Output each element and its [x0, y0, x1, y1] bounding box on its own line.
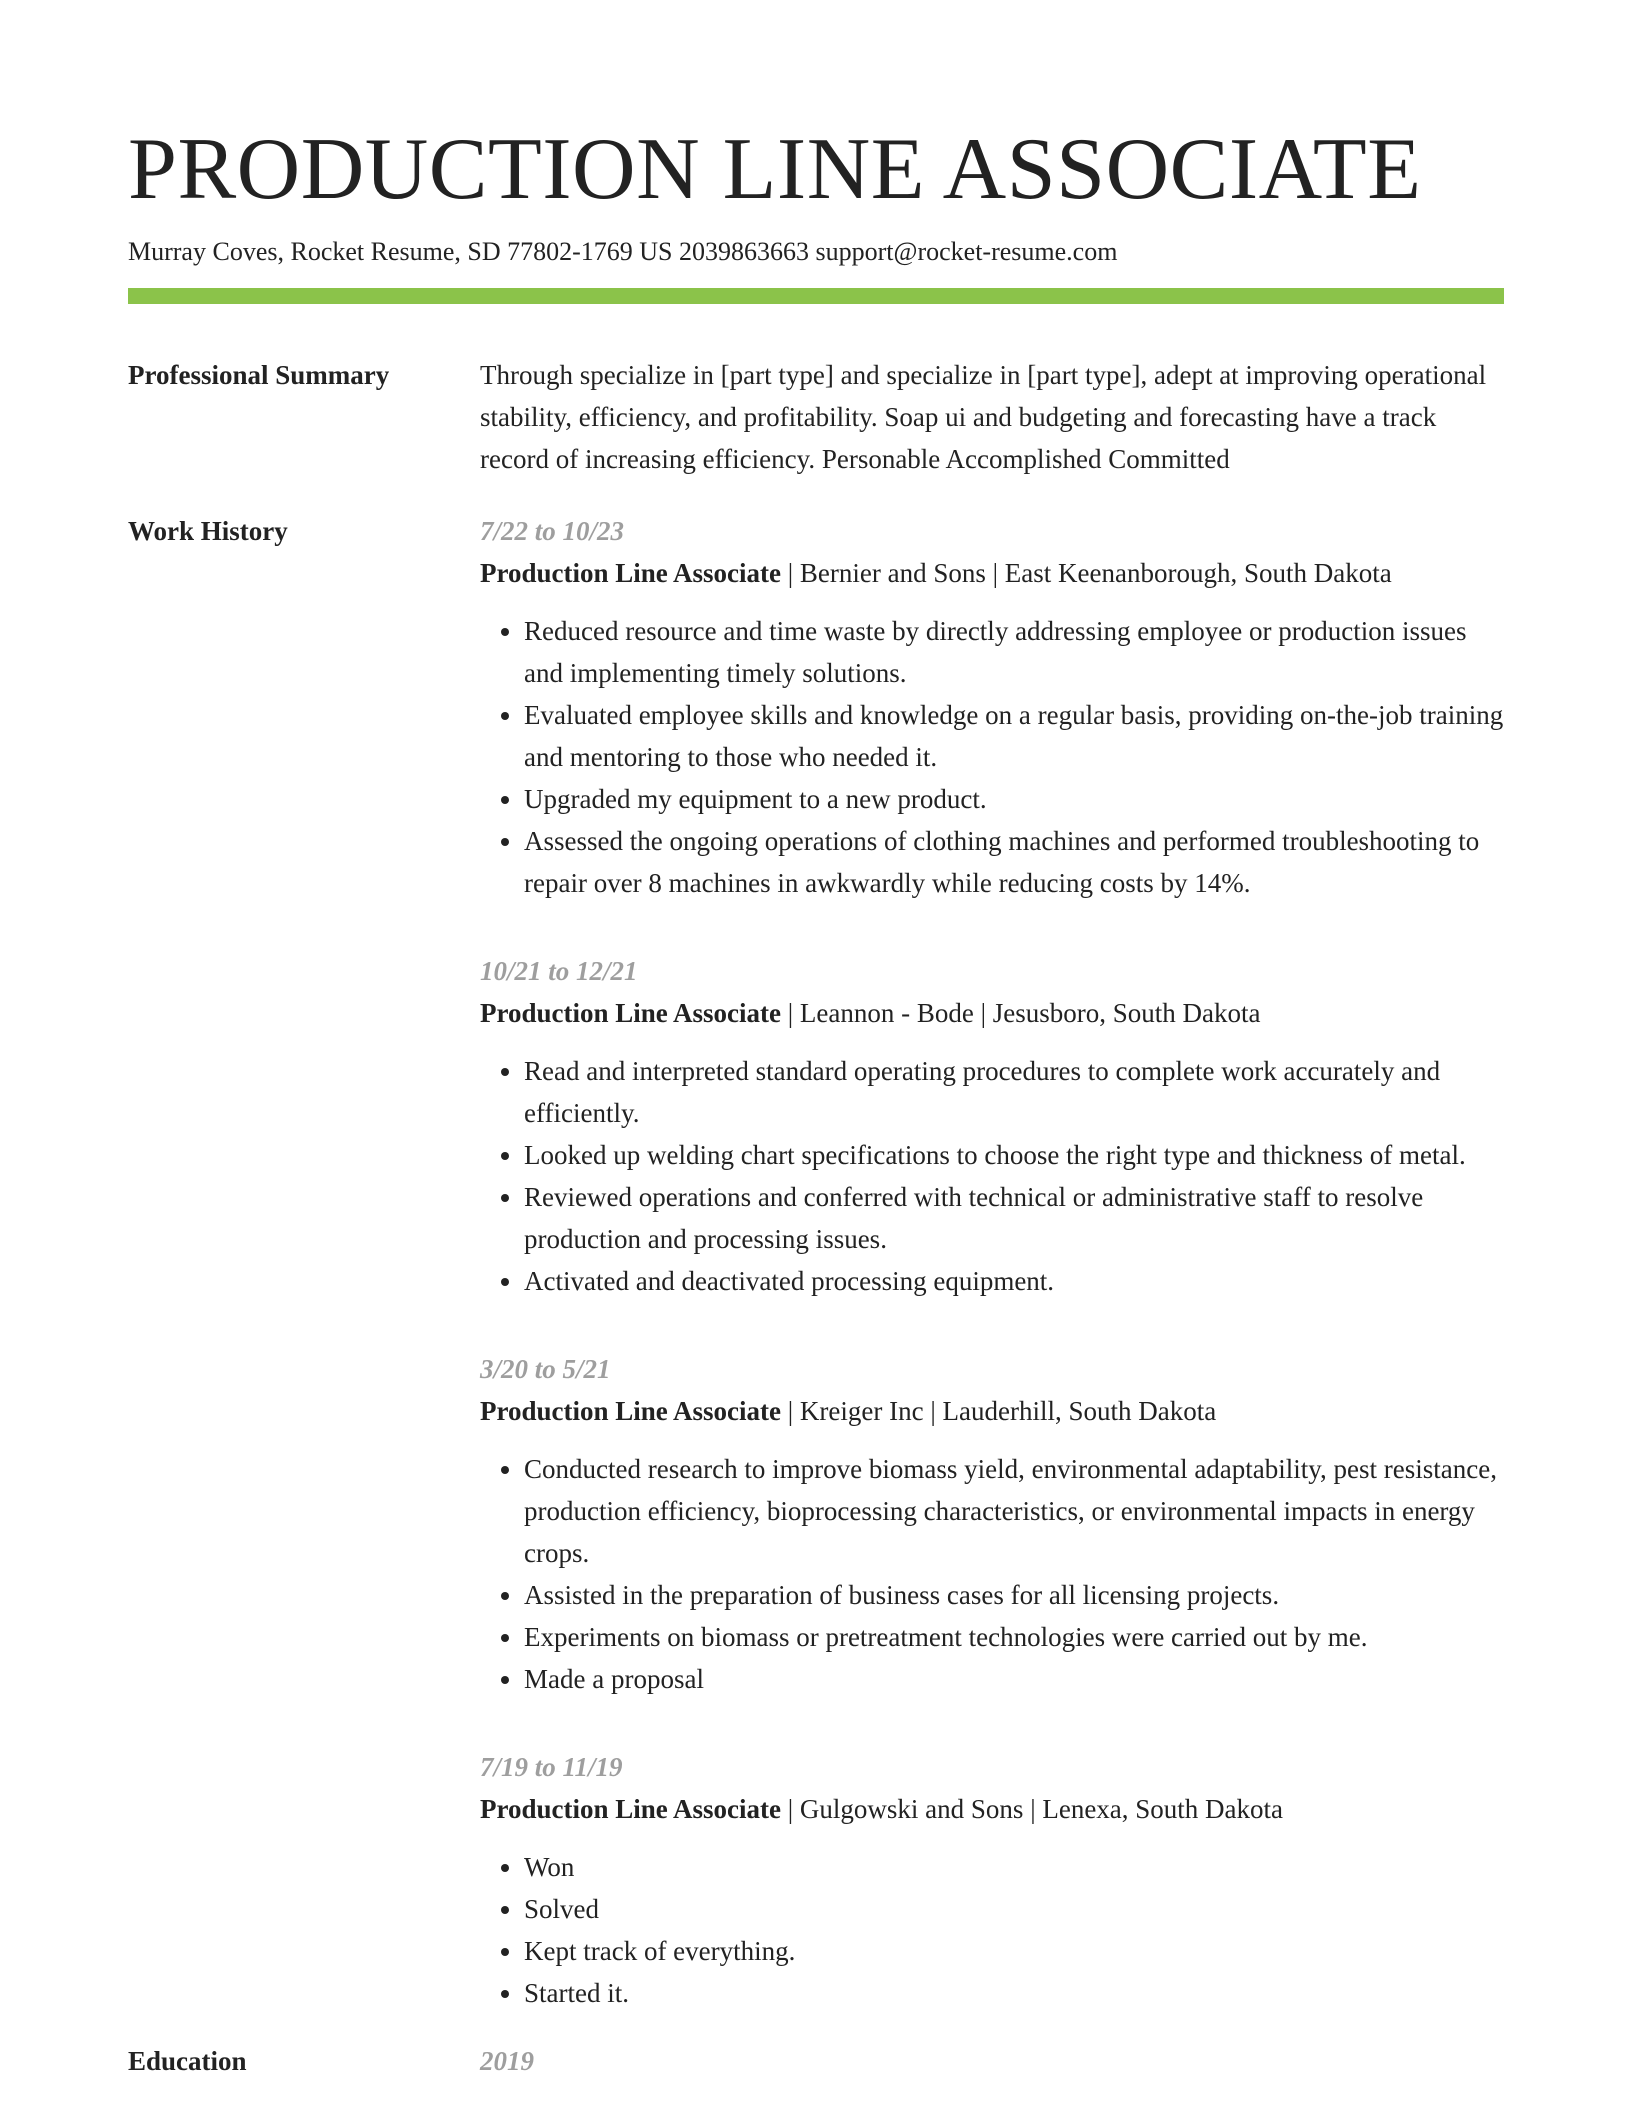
job-title: Production Line Associate: [480, 558, 782, 588]
job-bullet: • Assessed the ongoing operations of clothing machines and performed troubleshooting to repair over 8 machines in awkwardly while reducing costs by 14%.: [524, 820, 1504, 904]
job-location: East Keenanborough, South Dakota: [1004, 558, 1392, 588]
job-title: Production Line Associate: [480, 1396, 782, 1426]
work-history-section: [128, 510, 1504, 2014]
job-separator: |: [985, 558, 1005, 588]
job-bullets: [480, 1448, 1504, 1700]
job-title: Production Line Associate: [480, 998, 782, 1028]
job-bullet: • Reduced resource and time waste by directly addressing employee or production issues and implementing timely solutions.: [524, 610, 1504, 694]
job-separator: |: [923, 1396, 943, 1426]
section-label-education: Education: [128, 2046, 247, 2076]
job-dates: 3/20 to 5/21: [480, 1354, 611, 1384]
job-title: Production Line Associate: [480, 1794, 782, 1824]
job-location: Lauderhill, South Dakota: [942, 1396, 1217, 1426]
job-bullet: • Reviewed operations and conferred with technical or administrative staff to resolve production and processing issues.: [524, 1176, 1504, 1260]
education-list: [480, 2040, 1504, 2082]
education-section: [128, 2040, 1504, 2082]
job-bullet: • Evaluated employee skills and knowledge on a regular basis, providing on-the-job training and mentoring to those who needed it.: [524, 694, 1504, 778]
job-bullet: • Kept track of everything.: [524, 1930, 1504, 1972]
work-history-list: [480, 510, 1504, 2014]
job-separator: |: [781, 1396, 800, 1426]
job-dates: 7/19 to 11/19: [480, 1752, 623, 1782]
job-company: Bernier and Sons: [799, 558, 986, 588]
job-bullet: • Started it.: [524, 1972, 1504, 2014]
job-bullet: • Experiments on biomass or pretreatment technologies were carried out by me.: [524, 1616, 1504, 1658]
resume-title: PRODUCTION LINE ASSOCIATE: [128, 121, 1422, 218]
job-bullet: • Read and interpreted standard operating procedures to complete work accurately and efficiently.: [524, 1050, 1504, 1134]
job-bullet: • Won: [524, 1846, 1504, 1888]
job-bullet: • Assisted in the preparation of business cases for all licensing projects.: [524, 1574, 1504, 1616]
education-dates: 2019: [480, 2046, 534, 2076]
job-bullets: [480, 610, 1504, 904]
job-company: Gulgowski and Sons: [799, 1794, 1024, 1824]
job-company: Leannon - Bode: [799, 998, 974, 1028]
job-entry: [480, 510, 1504, 904]
job-bullet: • Looked up welding chart specifications to choose the right type and thickness of metal.: [524, 1134, 1504, 1176]
job-separator: |: [1023, 1794, 1043, 1824]
job-dates: 10/21 to 12/21: [480, 956, 638, 986]
job-bullet: • Solved: [524, 1888, 1504, 1930]
job-separator: |: [781, 558, 800, 588]
job-entry: [480, 950, 1504, 1302]
job-separator: |: [781, 998, 800, 1028]
job-heading: [480, 992, 1504, 1034]
job-bullets: [480, 1050, 1504, 1302]
header-accent-divider: [128, 288, 1504, 304]
job-location: Lenexa, South Dakota: [1042, 1794, 1284, 1824]
job-location: Jesusboro, South Dakota: [992, 998, 1261, 1028]
job-bullet: • Activated and deactivated processing equipment.: [524, 1260, 1504, 1302]
job-heading: [480, 1788, 1504, 1830]
job-heading: [480, 552, 1504, 594]
section-label-summary: Professional Summary: [128, 360, 390, 390]
job-company: Kreiger Inc: [799, 1396, 924, 1426]
job-heading: [480, 1390, 1504, 1432]
job-bullets: [480, 1846, 1504, 2014]
job-entry: [480, 1348, 1504, 1700]
job-dates: 7/22 to 10/23: [480, 516, 625, 546]
job-bullet: • Made a proposal: [524, 1658, 1504, 1700]
job-separator: |: [973, 998, 993, 1028]
professional-summary-section: [128, 354, 1504, 480]
summary-text: Through specialize in [part type] and specialize in [part type], adept at improving operational stability, efficiency, and profitability. Soap ui and budgeting and forecasting have a track record of increasing efficiency. Personable Accomplished Committed: [480, 360, 1487, 474]
contact-line: Murray Coves, Rocket Resume, SD 77802-1769 US 2039863663 support@rocket-resume.com: [128, 237, 1118, 266]
job-entry: [480, 1746, 1504, 2014]
job-bullet: • Upgraded my equipment to a new product.: [524, 778, 1504, 820]
resume-page: [128, 118, 1504, 2082]
job-separator: |: [781, 1794, 800, 1824]
job-bullet: • Conducted research to improve biomass yield, environmental adaptability, pest resistance, production efficiency, bioprocessing characteristics, or environmental impacts in energy crops.: [524, 1448, 1504, 1574]
section-label-work-history: Work History: [128, 516, 288, 546]
